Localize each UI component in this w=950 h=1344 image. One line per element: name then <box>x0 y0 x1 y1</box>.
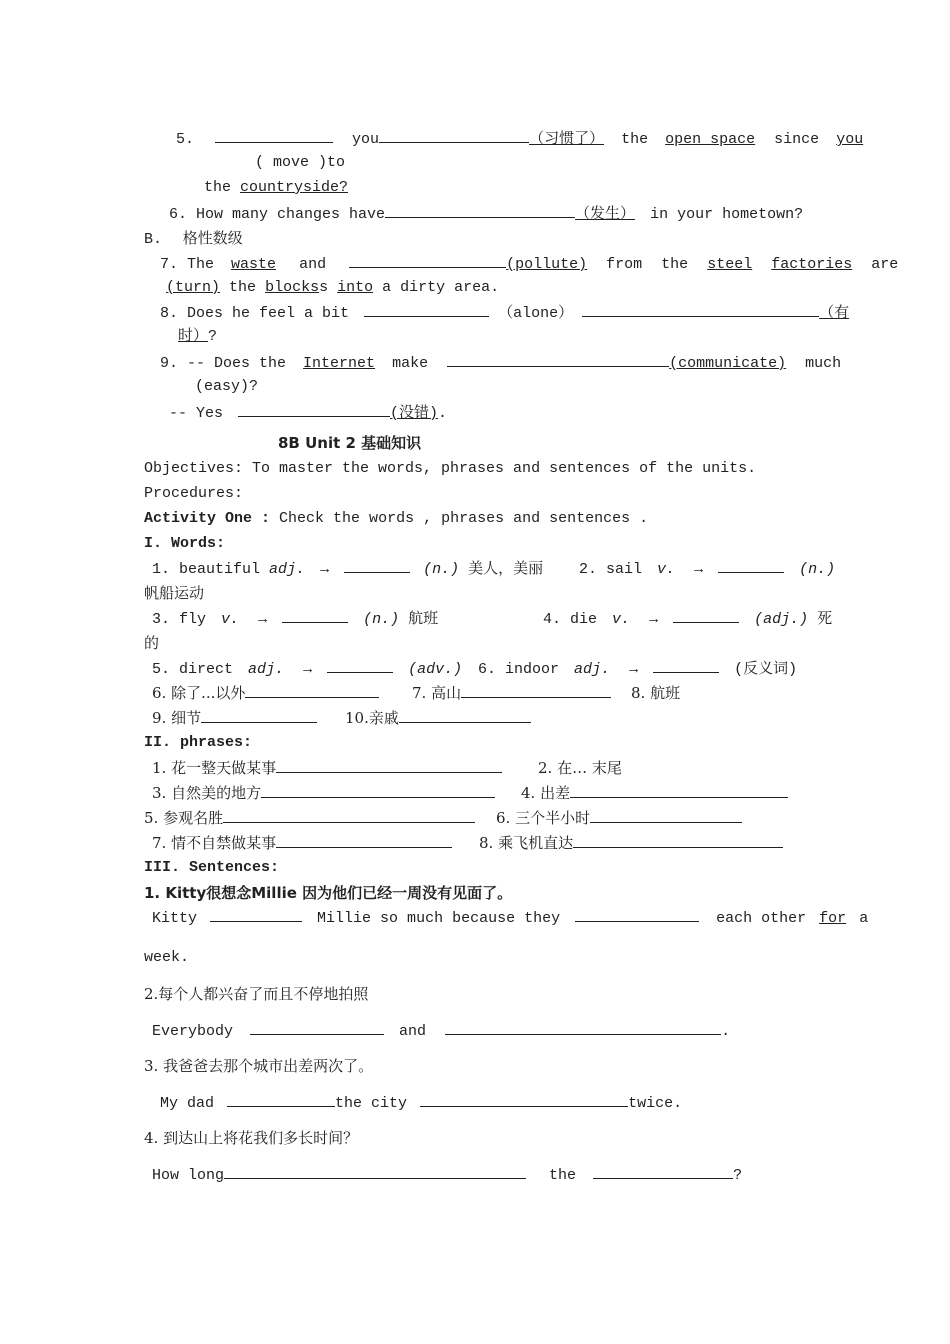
answer-blank[interactable] <box>364 302 489 317</box>
exercise-5-line3: the countryside? <box>204 179 349 196</box>
answer-blank[interactable] <box>282 608 348 623</box>
word-8: 7. 高山 <box>412 683 611 703</box>
word-2: 2. sail v. → (n.) <box>579 558 835 580</box>
exercise-9-line1: 9. -- Does the Internet make (communicate) much <box>160 352 841 374</box>
unit-title: 8B Unit 2 基础知识 <box>278 434 422 452</box>
answer-blank[interactable] <box>238 402 390 417</box>
sentence-2-en: Everybody and . <box>152 1020 730 1042</box>
answer-blank[interactable] <box>201 708 317 723</box>
answer-blank[interactable] <box>261 783 495 798</box>
answer-blank[interactable] <box>250 1020 384 1035</box>
exercise-9-line2: (easy)? <box>195 378 259 395</box>
objectives: Objectives: To master the words, phrases and sentences of the units. <box>144 460 757 477</box>
answer-blank[interactable] <box>653 658 719 673</box>
procedures: Procedures: <box>144 485 244 502</box>
exercise-9-line3: -- Yes (没错). <box>169 402 447 424</box>
sentence-2-cn: 2.每个人都兴奋了而且不停地拍照 <box>144 985 369 1003</box>
answer-blank[interactable] <box>349 253 506 268</box>
word-2-cn: 帆船运动 <box>144 584 205 602</box>
answer-blank[interactable] <box>276 833 452 848</box>
exercise-7-line2: (turn) the blockss into a dirty area. <box>166 279 500 296</box>
phrase-6: 6. 三个半小时 <box>496 808 742 828</box>
word-6: 6. indoor adj. → (反义词) <box>478 658 797 680</box>
answer-blank[interactable] <box>276 758 502 773</box>
answer-blank[interactable] <box>447 352 669 367</box>
answer-blank[interactable] <box>399 708 531 723</box>
phrase-3: 3. 自然美的地方 <box>152 783 495 803</box>
answer-blank[interactable] <box>227 1092 335 1107</box>
answer-blank[interactable] <box>245 683 379 698</box>
activity-one: Activity One : Check the words , phrases and sentences . <box>144 510 649 527</box>
sentence-1-en: Kitty Millie so much because they each other for a <box>152 907 868 929</box>
sentence-4-cn: 4. 到达山上将花我们多长时间？ <box>144 1129 359 1147</box>
sentence-4-en: How long the ? <box>152 1164 742 1186</box>
exercise-5-line1: 5. you （习惯了） the open space since you <box>176 128 863 150</box>
answer-blank[interactable] <box>461 683 611 698</box>
phrases-header: II. phrases: <box>144 734 253 751</box>
answer-blank[interactable] <box>420 1092 628 1107</box>
answer-blank[interactable] <box>215 128 333 143</box>
phrase-8: 8. 乘飞机直达 <box>479 833 783 853</box>
sentence-3-en: My dad the city twice. <box>160 1092 682 1114</box>
exercise-8-line2: 时）? <box>178 328 218 345</box>
word-4-cn: 的 <box>144 634 160 652</box>
word-5: 5. direct adj. → (adv.) <box>152 658 462 680</box>
answer-blank[interactable] <box>223 808 475 823</box>
answer-blank[interactable] <box>673 608 739 623</box>
exercise-7-line1: 7. The waste and (pollute) from the steel factories are <box>160 253 898 275</box>
exercise-8-line1: 8. Does he feel a bit （alone） （有 <box>160 302 849 324</box>
answer-blank[interactable] <box>224 1164 526 1179</box>
answer-blank[interactable] <box>344 558 410 573</box>
answer-blank[interactable] <box>575 907 699 922</box>
word-9: 8. 航班 <box>631 684 681 702</box>
answer-blank[interactable] <box>385 203 575 218</box>
phrase-7: 7. 情不自禁做某事 <box>152 833 452 853</box>
answer-blank[interactable] <box>445 1020 721 1035</box>
sentence-3-cn: 3. 我爸爸去那个城市出差两次了。 <box>144 1057 374 1075</box>
answer-blank[interactable] <box>718 558 784 573</box>
answer-blank[interactable] <box>593 1164 733 1179</box>
phrase-1: 1. 花一整天做某事 <box>152 758 502 778</box>
words-header: I. Words: <box>144 535 226 552</box>
answer-blank[interactable] <box>582 302 819 317</box>
answer-blank[interactable] <box>379 128 529 143</box>
word-10: 9. 细节 <box>152 708 317 728</box>
section-b-header: B. 格性数级 <box>144 229 243 248</box>
answer-blank[interactable] <box>590 808 742 823</box>
word-7: 6. 除了...以外 <box>152 683 379 703</box>
answer-blank[interactable] <box>210 907 302 922</box>
phrase-2: 2. 在… 末尾 <box>538 759 622 777</box>
sentence-1-cont: week. <box>144 949 190 966</box>
phrase-5: 5. 参观名胜 <box>144 808 475 828</box>
exercise-5-line2: ( move )to <box>255 154 346 171</box>
word-11: 10.亲戚 <box>345 708 531 728</box>
answer-blank[interactable] <box>573 833 783 848</box>
answer-blank[interactable] <box>570 783 788 798</box>
sentences-header: III. Sentences: <box>144 859 280 876</box>
answer-blank[interactable] <box>327 658 393 673</box>
sentence-1-cn: 1. Kitty很想念Millie 因为他们已经一周没有见面了。 <box>144 884 513 902</box>
phrase-4: 4. 出差 <box>521 783 788 803</box>
word-4: 4. die v. → (adj.) 死 <box>543 608 832 630</box>
exercise-6: 6. How many changes have （发生） in your hometown? <box>169 203 803 225</box>
word-3: 3. fly v. → (n.) 航班 <box>152 608 438 630</box>
word-1: 1. beautiful adj. → (n.) 美人，美丽 <box>152 558 543 580</box>
